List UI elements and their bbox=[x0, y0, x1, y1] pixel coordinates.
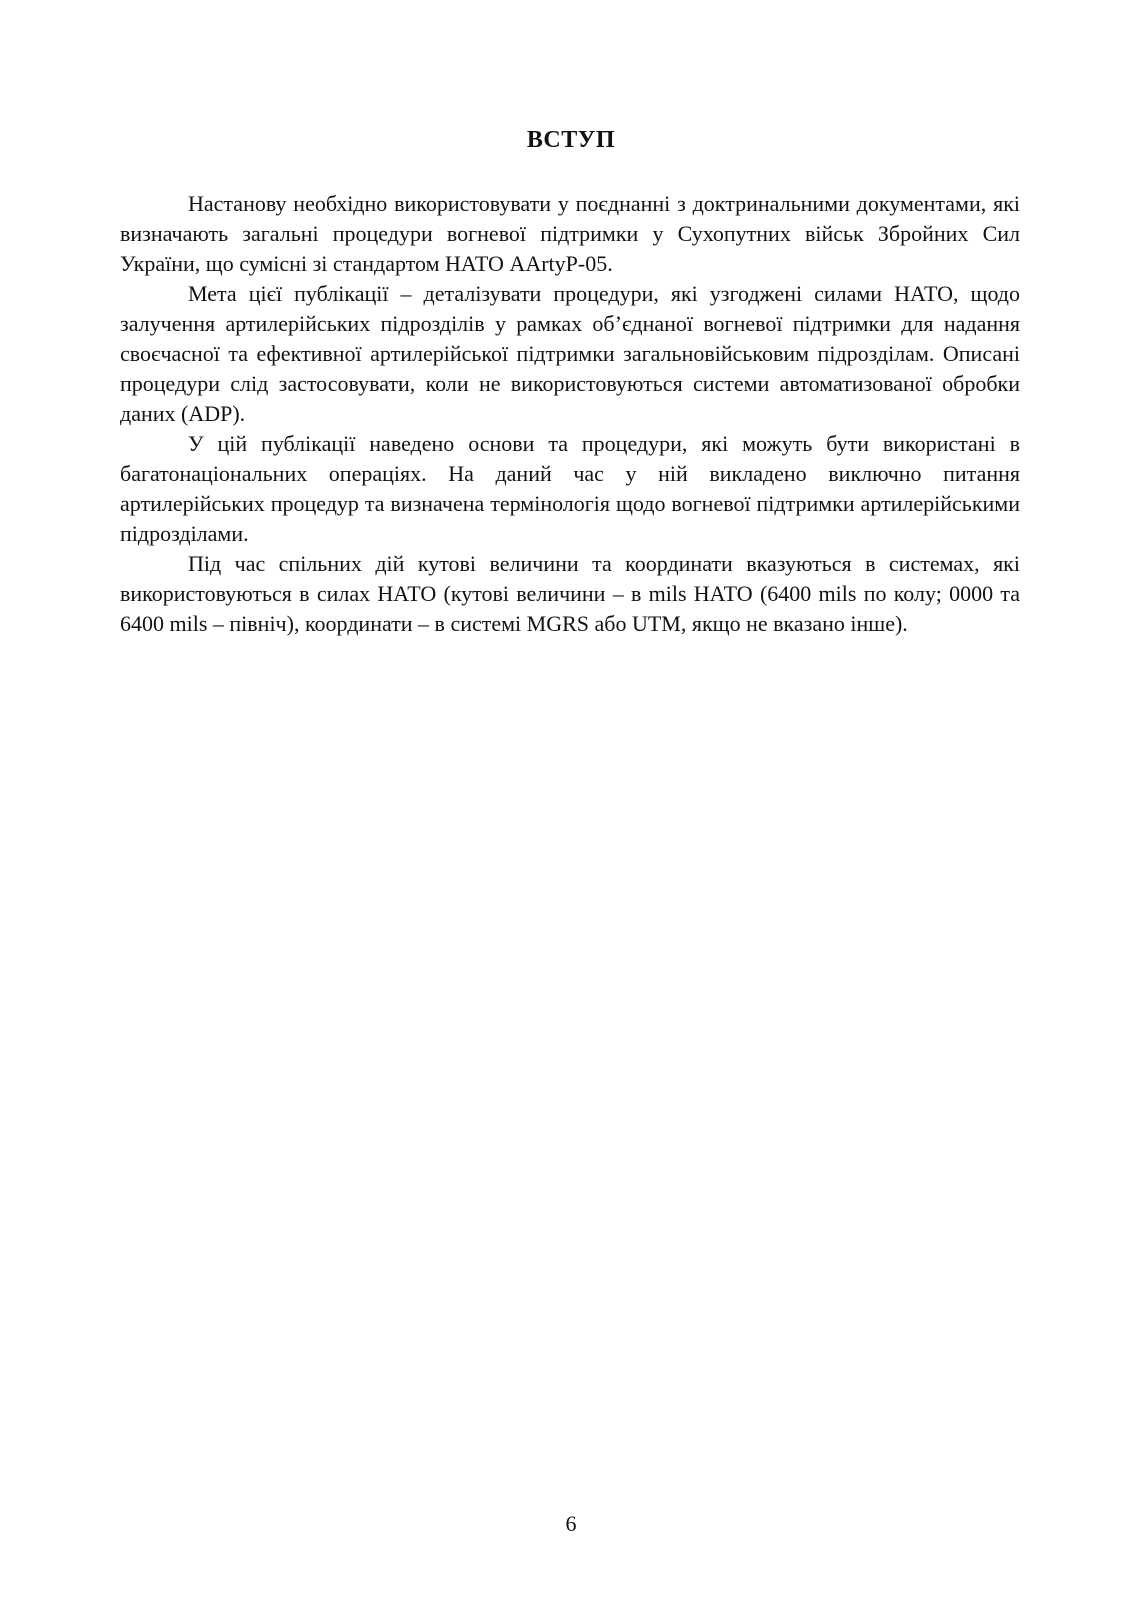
page-title: ВСТУП bbox=[526, 127, 616, 153]
paragraph: Настанову необхідно використовувати у поєднанні з доктринальними документами, які визначають загальні процедури вогневої підтримки у Сухопутних військ Збройних Сил України, що сумісні зі стандартом НАТО AArtyP-05. bbox=[120, 191, 1020, 276]
paragraph: Мета цієї публікації – деталізувати процедури, які узгоджені силами НАТО, щодо залучення артилерійських підрозділів у рамках об’єднаної вогневої підтримки для надання своєчасної та ефективної артилерійської підтримки загальновійськовим підрозділам. Описані процедури слід застосовувати, коли не використовуються системи автоматизованої обробки даних (ADP). bbox=[120, 281, 1020, 426]
body-text bbox=[120, 189, 1020, 639]
paragraph: У цій публікації наведено основи та процедури, які можуть бути використані в багатонаціональних операціях. На даний час у ній викладено виключно питання артилерійських процедур та визначена термінологія щодо вогневої підтримки артилерійськими підрозділами. bbox=[120, 431, 1020, 546]
page-number: 6 bbox=[565, 1511, 577, 1536]
paragraph: Під час спільних дій кутові величини та координати вказуються в системах, які використовуються в силах НАТО (кутові величини – в mils НАТО (6400 mils по колу; 0000 та 6400 mils – північ), координати – в системі MGRS або UTM, якщо не вказано інше). bbox=[120, 551, 1020, 636]
